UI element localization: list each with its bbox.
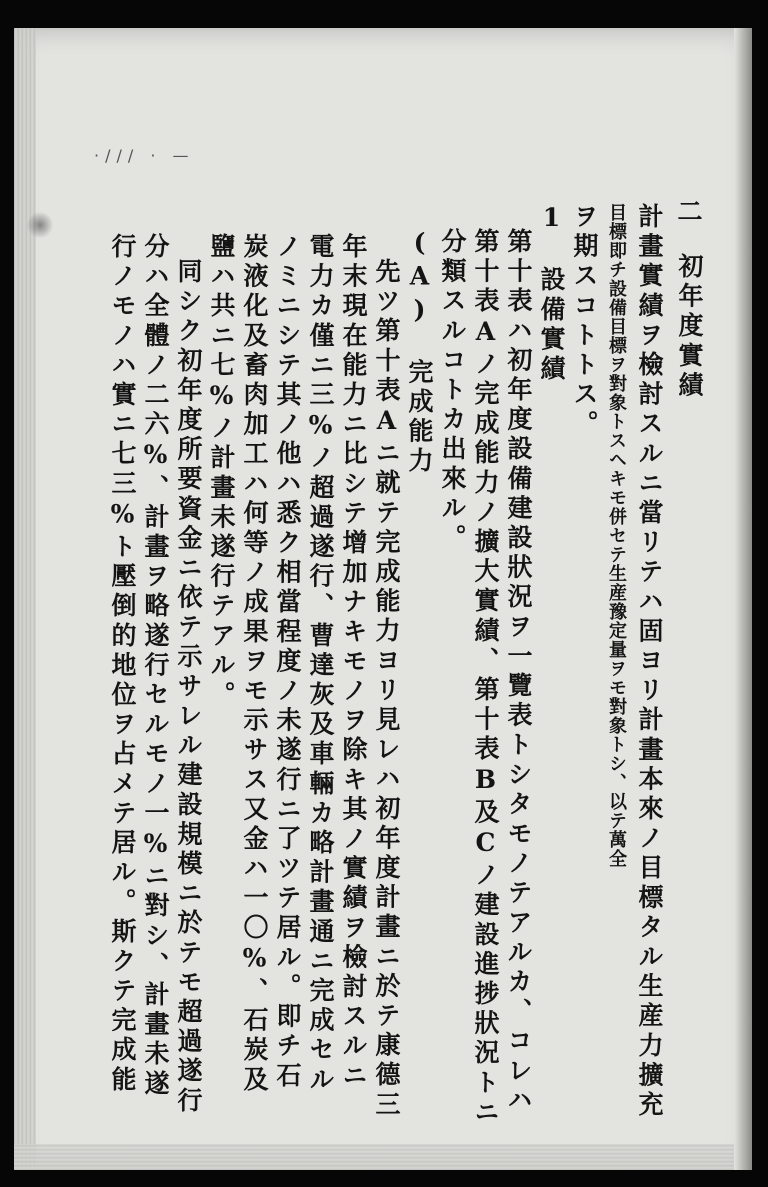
text-column-11: 年末現在能力ニ比シテ增加ナキモノヲ除キ其ノ實績ヲ檢討スルニ [339,233,368,1092]
text-column-5: 1 設備實績 [537,203,566,385]
text-column-12: 電力カ僅ニ三%ノ超過遂行、曹達灰及車輛カ略計畫通ニ完成セル [306,233,335,1096]
text-column-14: 炭液化及畜肉加工ハ何等ノ成果ヲモ示サス又金ハ一〇%、石炭及 [240,233,269,1096]
text-column-15: 鹽ハ共ニ七%ノ計畫未遂行テアル。 [207,233,236,711]
text-column-17: 分ハ全體ノ二六%、計畫ヲ略遂行セルモノ一%ニ對シ、計畫未遂 [141,233,170,1100]
page-edge-bottom [14,1144,752,1170]
paper-page [14,28,752,1170]
text-column-4: ヲ期スコトトス。 [570,203,599,440]
text-column-18: 行ノモノハ實ニ七三%ト壓倒的地位ヲ占メテ居ル。斯クテ完成能 [108,233,137,1096]
text-column-7: 第十表Aノ完成能力ノ擴大實績、第十表B及Cノ建設進捗狀況トニ [471,228,500,1128]
text-column-3: 目標即チ設備目標ヲ對象トスヘキモ併セテ生産豫定量ヲモ對象トシ、以テ萬全 [606,203,627,868]
text-column-13: ノミニシテ其ノ他ハ悉ク相當程度ノ未遂行ニ了ツテ居ル。即チ石 [273,233,302,1092]
ink-smudge [26,212,54,238]
text-column-16: 同シク初年度所要資金ニ依テ示サレル建設規模ニ於テモ超過遂行 [174,258,203,1117]
page-edge-left [14,28,36,1170]
margin-marks: ·/// · — [94,146,195,165]
text-column-8: 分類スルコトカ出來ル。 [438,228,467,554]
text-column-6: 第十表ハ初年度設備建設狀況ヲ一覽表トシタモノテアルカ、コレハ [504,228,533,1116]
text-column-9: (A) 完成能力 [405,228,434,477]
text-column-1: 初年度實績 [675,253,704,401]
text-column-10: 先ツ第十表Aニ就テ完成能力ヨリ見レハ初年度計畫ニ於テ康德三 [372,258,401,1121]
text-column-2: 計畫實績ヲ檢討スルニ當リテハ固ヨリ計畫本來ノ目標タル生産力擴充 [635,203,664,1121]
section-number: 二 [674,198,703,223]
binding-shadow [734,28,752,1170]
